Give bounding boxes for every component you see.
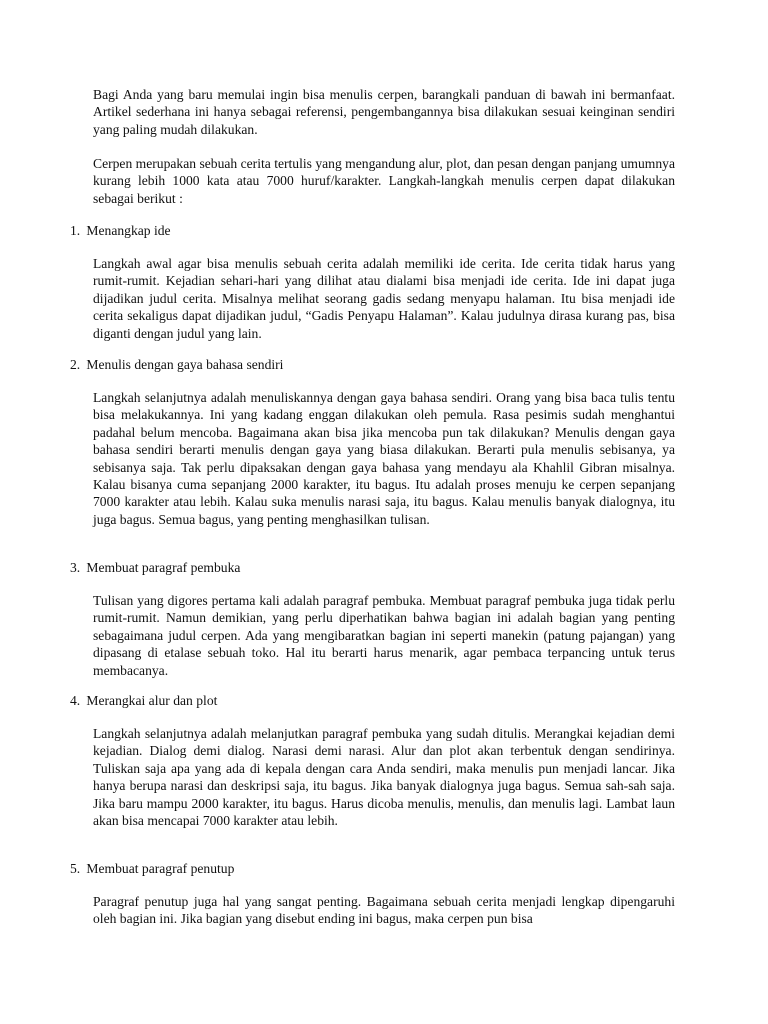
section-title: Menulis dengan gaya bahasa sendiri: [86, 357, 284, 372]
section-title: Membuat paragraf pembuka: [86, 560, 241, 575]
section-heading-3: [70, 559, 240, 576]
section-heading-4: [70, 692, 217, 709]
section-title: Merangkai alur dan plot: [86, 693, 218, 708]
section-body-4: Langkah selanjutnya adalah melanjutkan paragraf pembuka yang sudah ditulis. Merangkai kejadian demi kejadian. Dialog demi dialog. Narasi demi narasi. Alur dan plot akan terbentuk dengan sendirinya. Tuliskan saja apa yang ada di kepala dengan cara Anda sendiri, maka menulis pun menjadi lancar. Jika hanya berupa narasi dan deskripsi saja, itu bagus. Jika banyak dialognya juga bagus. Semua sah-sah saja. Jika baru mampu 2000 karakter, itu bagus. Harus dicoba menulis, menulis, dan menulis lagi. Lambat laun akan bisa mencapai 7000 karakter atau lebih.: [93, 726, 675, 829]
section-heading-1: [70, 222, 171, 239]
section-title: Menangkap ide: [86, 223, 171, 238]
section-body-3: Tulisan yang digores pertama kali adalah paragraf pembuka. Membuat paragraf pembuka juga tidak perlu rumit-rumit. Namun demikian, yang perlu diperhatikan bahwa bagian ini adalah bagian yang penting sebagaimana judul cerpen. Ada yang mengibaratkan bagian ini seperti manekin (patung pajangan) yang dipasang di etalase sebuah toko. Hal itu berarti harus menarik, agar pembaca terpancing untuk terus membacanya.: [93, 593, 675, 678]
section-title: Membuat paragraf penutup: [86, 861, 235, 876]
section-body-2: Langkah selanjutnya adalah menuliskannya dengan gaya bahasa sendiri. Orang yang bisa baca tulis tentu bisa melakukannya. Ini yang kadang enggan dilakukan oleh pemula. Rasa pesimis sudah menghantui padahal belum mencoba. Bagaimana akan bisa jika mencoba pun tak dilakukan? Menulis dengan gaya bahasa sendiri berarti menulis dengan gaya yang biasa dilakukan. Berarti pula menulis sebisanya, ya sebisanya saja. Tak perlu dipaksakan dengan gaya bahasa yang mendayu ala Khahlil Gibran misalnya. Kalau bisanya cuma sepanjang 2000 karakter, itu bagus. Itu adalah proses menuju ke cerpen sepanjang 7000 karakter atau lebih. Kalau suka menulis narasi saja, itu bagus. Kalau menulis banyak dialognya, itu juga bagus. Semua bagus, yang penting menghasilkan tulisan.: [93, 390, 675, 527]
section-number: 5.: [70, 861, 81, 876]
section-number: 1.: [70, 223, 81, 238]
section-heading-2: [70, 356, 283, 373]
section-number: 4.: [70, 693, 81, 708]
section-body-5: Paragraf penutup juga hal yang sangat penting. Bagaimana sebuah cerita menjadi lengkap dipengaruhi oleh bagian ini. Jika bagian yang disebut ending ini bagus, maka cerpen pun bisa: [93, 894, 675, 927]
section-number: 3.: [70, 560, 81, 575]
section-heading-5: [70, 860, 234, 877]
section-body-1: Langkah awal agar bisa menulis sebuah cerita adalah memiliki ide cerita. Ide cerita tidak harus yang rumit-rumit. Kejadian sehari-hari yang dilihat atau dialami bisa menjadi ide cerita. Ide ini dapat juga dijadikan judul cerita. Misalnya melihat seorang gadis sedang menyapu halaman. Itu bisa menjadi ide cerita sekaligus dapat dijadikan judul, “Gadis Penyapu Halaman”. Kalau judulnya dirasa kurang pas, bisa diganti dengan judul yang lain.: [93, 256, 675, 341]
intro-paragraph-1: Bagi Anda yang baru memulai ingin bisa menulis cerpen, barangkali panduan di bawah ini bermanfaat. Artikel sederhana ini hanya sebagai referensi, pengembangannya bisa dilakukan sesuai keinginan sendiri yang paling mudah dilakukan.: [93, 87, 675, 137]
intro-paragraph-2: Cerpen merupakan sebuah cerita tertulis yang mengandung alur, plot, dan pesan dengan panjang umumnya kurang lebih 1000 kata atau 7000 huruf/karakter. Langkah-langkah menulis cerpen dapat dilakukan sebagai berikut :: [93, 156, 675, 206]
section-number: 2.: [70, 357, 81, 372]
